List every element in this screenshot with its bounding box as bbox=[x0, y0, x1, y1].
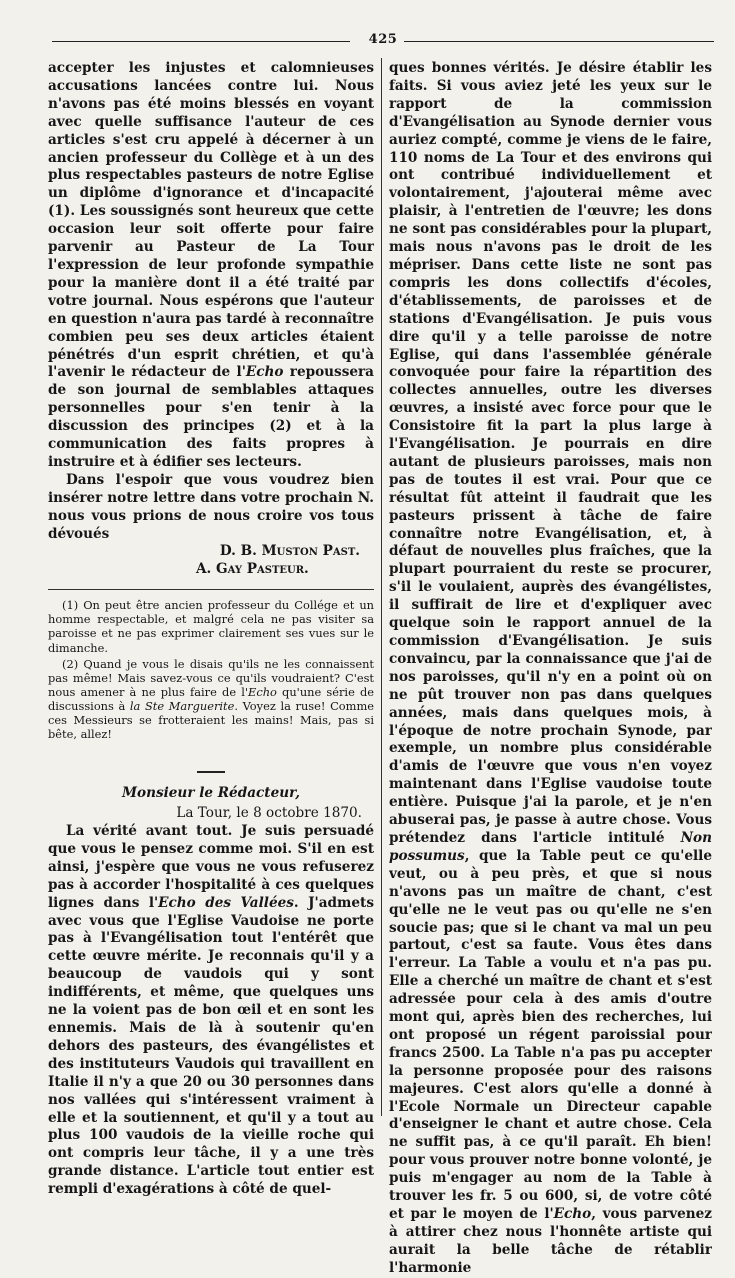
journal-name: Echo bbox=[248, 684, 277, 699]
text-run: , vous parvenez à attirer chez nous l'honnête artiste qui aurait la belle tâche de rétablir l'harmonie bbox=[389, 1206, 712, 1276]
text-run: repoussera de son journal de semblables attaques personnelles pour s'en tenir à la discussion des principes (2) et à la communication des faits propres à instruire et à édifier ses lecteurs. bbox=[48, 364, 374, 470]
signature-block bbox=[48, 543, 374, 561]
place-name: la Ste Marguerite bbox=[129, 698, 235, 713]
footnote-divider bbox=[48, 589, 374, 590]
text-run: ques bonnes vérités. Je désire établir les faits. Si vous aviez jeté les yeux sur le rapport de la commission d'Evangélisation au Synode dernier vous auriez compté, comme je viens de le faire, 110 noms de La Tour et des environs qui ont contribué individuellement et volontairement, j'ajouterai même avec plaisir, à l'entretien de l'œuvre; les dons ne sont pas considérables pour la plupart, mais nous n'avons pas le droit de les mépriser. Dans cette liste ne sont pas compris les dons collectifs d'écoles, d'établissements, de paroisses et de stations d'Evangélisation. Je puis vous dire qu'il y a telle paroisse de notre Eglise, qui dans l'assemblée générale convoquée pour faire la répartition des collectes annuelles, outre les diverses œuvres, a insisté avec force pour que le Consistoire fit la part la plus large à l'Evangélisation. Je pourrais en dire autant de plusieurs paroisses, mais non pas de toutes il est vrai. Pour que ce résultat fût atteint il faudrait que les pasteurs prissent à tâche de faire connaître notre Evangélisation, et, à défaut de nouvelles plus fraîches, que la plupart pourraient du reste se procurer, s'il le voulaient, auprès des évangélistes, il suffirait de lire et d'expliquer avec quelque soin le rapport annuel de la commission d'Evangélisation. Je suis convaincu, par la connaissance que j'ai de nos paroisses, qu'il n'y en a point où on ne pût trouver non pas dans quelques années, mais dans quelques mois, à l'époque de notre prochain Synode, par exemple, un nombre plus considérable d'amis de l'œuvre que vous n'en voyez maintenant dans l'Eglise vaudoise toute entière. Puisque j'ai la parole, et je n'en abuserai pas, je passe à autre chose. Vous prétendez dans l'article intitulé bbox=[389, 60, 712, 846]
letter-paragraph bbox=[48, 60, 374, 472]
letter-dateline: La Tour, le 8 octobre 1870. bbox=[176, 805, 362, 822]
page-header bbox=[52, 30, 714, 52]
page-number: 425 bbox=[368, 32, 398, 47]
text-run: , que la Table peut ce qu'elle veut, ou à peu près, et que si nous n'avons pas un maître de chant, c'est qu'elle ne le veut pas ou qu'elle ne s'en soucie pas; que si le chant va mal un peu partout, c'est sa faute. Vous êtes dans l'erreur. La Table a voulu et n'a pas pu. Elle a cherché un maître de chant et s'est adressée pour cela à des amis d'outre mont qui, après bien des recherches, lui ont proposé un régent paroissial pour francs 2500. La Table n'a pas pu accepter la personne proposée pour des raisons majeures. C'est alors qu'elle a donné à l'Ecole Normale un Directeur capable d'enseigner le chant et autre chose. Cela ne suffit pas, à ce qu'il paraît. Eh bien! pour vous prouver notre bonne volonté, je puis m'engager au nom de la Table à trouver les fr. 5 ou 600, si, de votre côté et par le moyen de l' bbox=[389, 847, 712, 1222]
article-title: Non possumus bbox=[389, 829, 712, 864]
text-run: . Voyez la ruse! Comme ces Messieurs se frotteraient les mains! Mais, pas si bête, allez! bbox=[48, 698, 374, 742]
footnote-2 bbox=[48, 657, 374, 742]
header-rule-right bbox=[404, 41, 714, 42]
text-run: (2) Quand je vous le disais qu'ils ne les connaissent pas même! Mais savez-vous ce qu'ils voudraient? C'est nous amener à ne plus faire de l' bbox=[48, 656, 374, 699]
text-run: qu'une série de discussions à bbox=[48, 684, 374, 713]
footnote-1: (1) On peut être ancien professeur du Collége et un homme respectable, et malgré cela ne pas visiter sa paroisse et ne pas exprimer clairement ses vues sur le dimanche. bbox=[48, 598, 374, 655]
left-column bbox=[48, 60, 374, 1199]
letter-body bbox=[48, 823, 374, 1199]
journal-name: Echo des Vallées bbox=[158, 894, 294, 911]
text-run: accepter les injustes et calomnieuses accusations lancées contre lui. Nous n'avons pas été moins blessés en voyant avec quelle suffisance l'auteur de ces articles s'est cru appelé à décerner à un ancien professeur du Collège et à un des plus respectables pasteurs de notre Eglise un diplôme d'ignorance et d'incapacité (1). Les soussignés sont heureux que cette occasion leur soit offerte pour faire parvenir au Pasteur de La Tour l'expression de leur profonde sympathie pour la manière dont il a été traité par votre journal. Nous espérons que l'auteur en question n'aura pas tardé à reconnaître combien peu ses deux articles étaient pénétrés d'un esprit chrétien, et qu'à l'avenir le rédacteur de l' bbox=[48, 60, 374, 381]
column-rule bbox=[381, 58, 382, 1116]
signature-gay: A. Gay Pasteur. bbox=[196, 561, 309, 578]
journal-name: Echo bbox=[245, 364, 284, 381]
right-column bbox=[389, 60, 712, 1278]
journal-name: Echo bbox=[553, 1206, 592, 1222]
signature-muston: D. B. Muston Past. bbox=[219, 543, 360, 560]
letter-body-continued bbox=[389, 60, 712, 1278]
text-run: La vérité avant tout. Je suis persuadé que vous le pensez comme moi. S'il en est ainsi, j'espère que vous ne vous refuserez pas à accorder l'hospitalité à ces quelques lignes dans l' bbox=[48, 823, 374, 911]
letter-salutation: Monsieur le Rédacteur, bbox=[121, 785, 301, 802]
closing-paragraph: Dans l'espoir que vous voudrez bien insérer notre lettre dans votre prochain N. nous vous prions de nous croire vos tous dévoués bbox=[48, 471, 374, 542]
text-run: . J'admets avec vous que l'Eglise Vaudoise ne porte pas à l'Evangélisation tout l'entérêt que cette œuvre mérite. Je reconnais qu'il y a beaucoup de vaudois qui y sont indifférents, et même, que quelques uns ne la voient pas de bon œil et en sont les ennemis. Mais de là à soutenir qu'en dehors des pasteurs, des évangélistes et des instituteurs Vaudois qui travaillent en Italie il n'y a que 20 ou 30 personnes dans nos vallées qui s'intéressent vraiment à elle et la soutiennent, et qu'il y a tout au plus 100 vaudois de la vieille roche qui ont compris leur tâche, il y a une très grande distance. L'article tout entier est rempli d'exagérations à côté de quel- bbox=[48, 894, 374, 1198]
section-separator bbox=[197, 771, 225, 773]
